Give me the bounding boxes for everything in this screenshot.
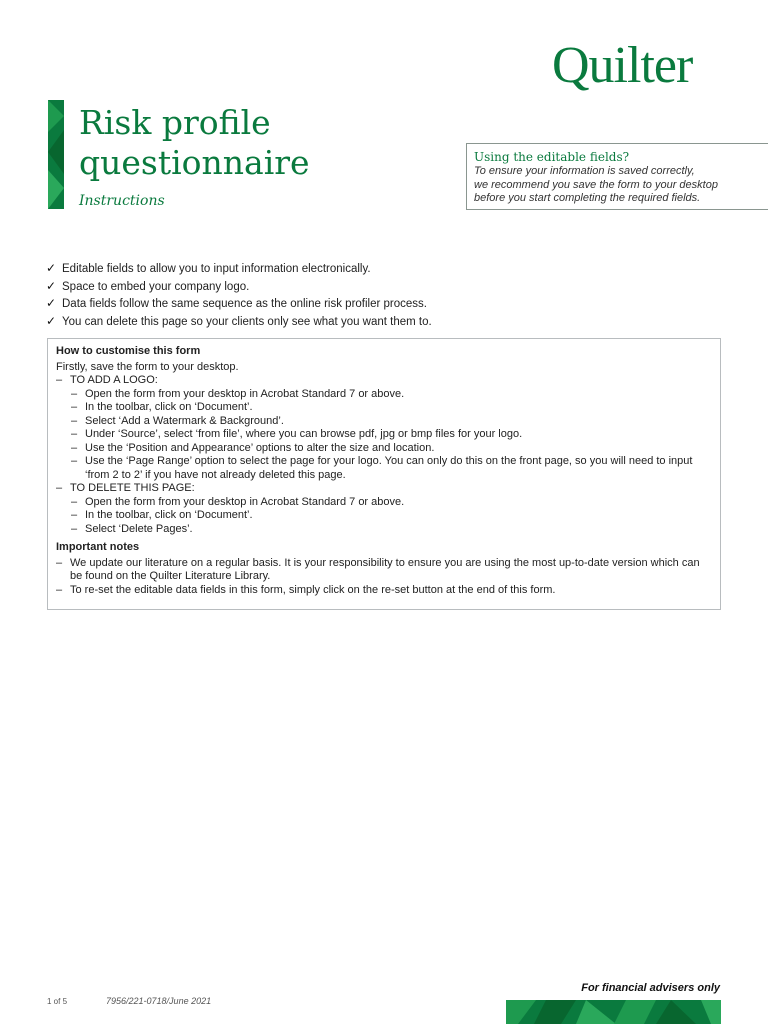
step-item: – Use the ‘Page Range’ option to select the page for your logo. You can only do this on the front page, so you will need to input ‘from 2 to 2’ if you have not already deleted this page.	[71, 455, 693, 481]
customise-intro: Firstly, save the form to your desktop.	[56, 360, 239, 373]
checklist-item	[46, 260, 432, 278]
delete-page-section: – TO DELETE THIS PAGE:	[56, 482, 195, 494]
step-item: – In the toolbar, click on ‘Document’.	[71, 401, 253, 413]
page-title-line1: Risk profile	[79, 103, 271, 142]
page-subtitle: Instructions	[79, 193, 165, 209]
customise-heading: How to customise this form	[56, 345, 201, 357]
step-item: – Open the form from your desktop in Acrobat Standard 7 or above.	[71, 387, 405, 400]
document-reference: 7956/221-0718/June 2021	[106, 996, 212, 1006]
delete-page-label: TO DELETE THIS PAGE:	[70, 482, 195, 494]
step-item: – Open the form from your desktop in Acrobat Standard 7 or above.	[71, 495, 405, 508]
note-item: – We update our literature on a regular basis. It is your responsibility to ensure you are using the most up-to-date version which can be found on the Quilter Literature Library.	[56, 556, 700, 582]
footer-accent-bar	[506, 1000, 721, 1024]
info-box-line: we recommend you save the form to your desktop	[474, 178, 718, 191]
checklist-item-text: Space to embed your company logo.	[62, 280, 250, 293]
check-icon: ✓	[46, 261, 57, 275]
info-box-line: before you start completing the required fields.	[474, 192, 701, 204]
add-logo-steps	[56, 388, 712, 483]
step-item: – Use the ‘Position and Appearance’ options to alter the size and location.	[71, 441, 435, 454]
step-item: – Select ‘Delete Pages’.	[71, 522, 193, 535]
info-box-title: Using the editable fields?	[474, 150, 630, 164]
checklist-item	[46, 278, 432, 296]
step-item: – In the toolbar, click on ‘Document’.	[71, 509, 253, 521]
add-logo-section: – TO ADD A LOGO:	[56, 374, 158, 386]
info-box-line: To ensure your information is saved correctly,	[474, 165, 695, 177]
page-title	[79, 103, 310, 183]
delete-page-steps	[56, 496, 712, 537]
add-logo-label: TO ADD A LOGO:	[70, 374, 158, 386]
feature-checklist	[46, 260, 432, 330]
editable-fields-info-box	[466, 143, 768, 210]
checklist-item	[46, 295, 432, 313]
important-notes-heading: Important notes	[56, 541, 140, 553]
check-icon: ✓	[46, 313, 57, 328]
page-number: 1 of 5	[47, 997, 68, 1006]
check-icon: ✓	[46, 296, 57, 310]
customise-instructions-box	[47, 338, 721, 610]
audience-notice: For financial advisers only	[581, 982, 720, 994]
step-item: – Under ‘Source’, select ‘from file’, where you can browse pdf, jpg or bmp files for your logo.	[71, 428, 523, 440]
page-title-line2: questionnaire	[79, 143, 310, 182]
checklist-item-text: Data fields follow the same sequence as the online risk profiler process.	[62, 298, 427, 310]
checklist-item-text: Editable fields to allow you to input information electronically.	[62, 263, 371, 275]
checklist-item	[46, 313, 432, 331]
check-icon: ✓	[46, 278, 57, 293]
checklist-item-text: You can delete this page so your clients only see what you want them to.	[62, 315, 432, 328]
step-item: – Select ‘Add a Watermark & Background’.	[71, 414, 284, 427]
note-item: – To re-set the editable data fields in this form, simply click on the re-set button at the end of this form.	[56, 583, 556, 596]
quilter-logo: Quilter	[552, 37, 693, 94]
title-accent-bar	[48, 100, 64, 209]
